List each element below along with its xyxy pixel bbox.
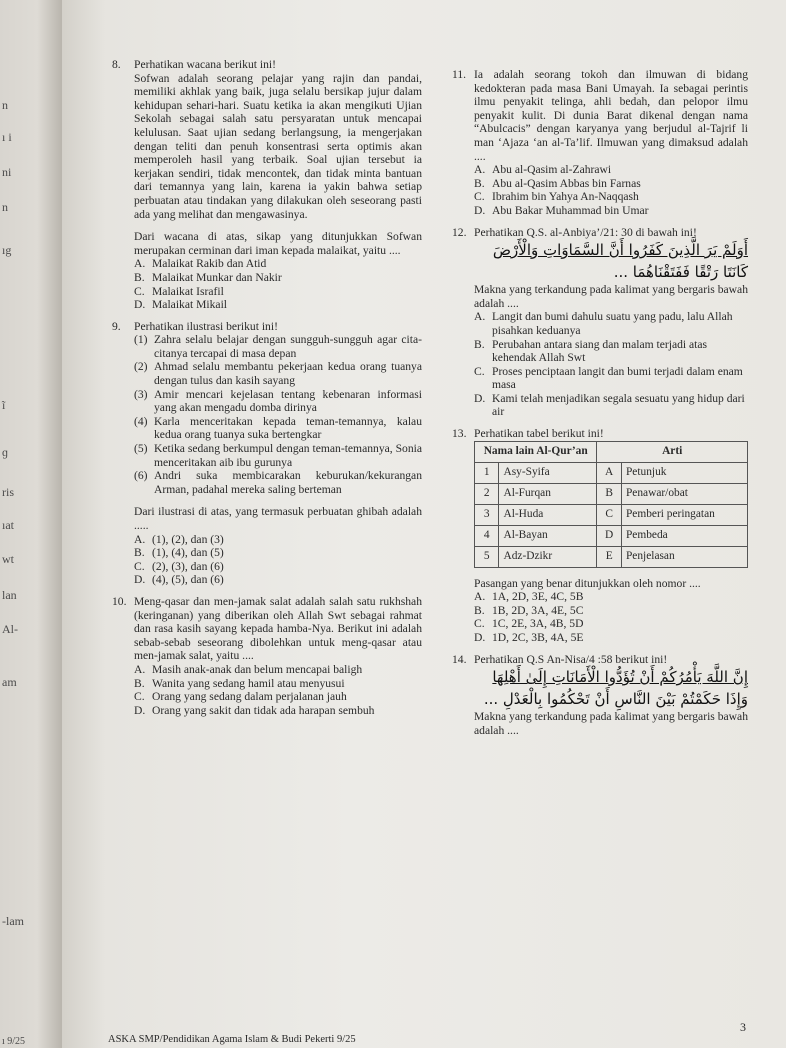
table-header: Arti [597,441,748,462]
question-number: 14. [452,652,467,666]
question-number: 8. [112,58,121,71]
question-11 [452,68,748,218]
option-a[interactable]: A. Langit dan bumi dahulu suatu yang padu, lalu Allah pisahkan keduanya [474,310,733,337]
margin-fragment: ı 9/25 [2,1036,26,1047]
margin-fragment: wt [2,552,14,566]
option-d[interactable]: D. Kami telah menjadikan segala sesuatu yang hidup dari air [474,391,745,419]
option-b[interactable]: B. Abu al-Qasim Abbas bin Farnas [474,176,641,190]
arabic-verse-line-1: إِنَّ اللَّهَ يَأْمُرُكُمْ أَنْ تُؤَدُّوا الْأَمَانَاتِ إِلَىٰ أَهْلِهَا [492,668,748,687]
list-item: (2) Ahmad selalu membantu pekerjaan kedua orang tuanya dengan tulus dan kasih sayang [134,360,422,388]
question-intro: Perhatikan wacana berikut ini! [134,58,276,71]
option-a[interactable]: A. Malaikat Rakib dan Atid [134,257,267,271]
question-number: 9. [112,319,121,333]
question-text: Pasangan yang benar ditunjukkan oleh nomor .... [474,576,701,590]
question-intro: Perhatikan ilustrasi berikut ini! [134,319,278,333]
page-footer: ASKA SMP/Pendidikan Agama Islam & Budi Pekerti 9/25 [108,1034,356,1045]
margin-fragment: lan [2,588,17,602]
table-row: 5 Adz-Dzikr E Penjelasan [475,546,748,567]
table-row: 3 Al-Huda C Pemberi peringatan [475,504,748,525]
option-a[interactable]: A. (1), (2), dan (3) [134,532,224,546]
table-header-row [475,441,748,462]
option-c[interactable]: C. Orang yang sedang dalam perjalanan jauh [134,690,347,704]
question-10 [112,595,422,717]
margin-fragment: ris [2,485,14,499]
question-number: 11. [452,68,467,81]
margin-fragment: ıg [2,243,12,257]
passage: Sofwan adalah seorang pelajar yang rajin dan pandai, memiliki akhlak yang baik, juga selalu bersikap jujur dalam kehidupan sehari-hari. Suatu ketika ia akan mengikuti Ujian Sekolah sebagai salah satu persyaratan untuk mencapai kelulusan. Saat ujian sedang berlangsung, ia mengerjakan dengan teliti dan penuh konsentrasi serta optimis akan memperoleh hasil yang terbaik. Soal ujian tersebut ia kerjakan sendiri, tidak mencontek, dan tidak minta bantuan dari temannya yang lain, karena ia yakin bahwa setiap perbuatan atau tindakan yang dilakukan oleh seseorang pasti ada yang melihat dan mengawasinya. [134,71,422,221]
question-intro: Perhatikan Q.S. al-Anbiya’/21: 30 di bawah ini! [474,225,697,239]
option-c[interactable]: C. 1C, 2E, 3A, 4B, 5D [474,617,584,631]
exam-page [62,0,786,1048]
arabic-verse-line-1: أَوَلَمْ يَرَ الَّذِينَ كَفَرُوا أَنَّ السَّمَاوَاتِ وَالْأَرْضَ [492,241,748,260]
option-c[interactable]: C. Proses penciptaan langit dan bumi terjadi dalam enam masa [474,364,743,392]
option-c[interactable]: C. Ibrahim bin Yahya An-Naqqash [474,190,639,204]
option-d[interactable]: D. (4), (5), dan (6) [134,573,224,587]
table-row: 4 Al-Bayan D Pembeda [475,525,748,546]
question-text: Dari ilustrasi di atas, yang termasuk perbuatan ghibah adalah ..... [134,505,422,532]
margin-fragment: ı i [2,130,12,144]
option-a[interactable]: A. Abu al-Qasim al-Zahrawi [474,163,612,177]
question-9 [112,320,422,587]
table-header: Nama lain Al-Qur’an [475,441,597,462]
option-d[interactable]: D. Abu Bakar Muhammad bin Umar [474,203,649,217]
margin-fragment: am [2,675,17,689]
list-item: (1) Zahra selalu belajar dengan sungguh-sungguh agar cita-citanya tercapai di masa depan [134,333,422,360]
left-column [112,58,422,725]
margin-fragment: n [2,98,8,112]
question-text: Ia adalah seorang tokoh dan ilmuwan di bidang kedokteran pada masa Bani Umayah. Ia sebagai perintis ilmu penyakit telinga, ahli bedah, dan pelopor ilmu penyakit kulit. Di dunia Barat dikenal dengan nama “Abulcacis” dengan karyanya yang berjudul al-Tajrif li man ‘Ajaza ‘an al-Ta’lif. Ilmuwan yang dimaksud adalah .... [474,68,748,163]
question-12 [452,226,748,420]
option-d[interactable]: D. Orang yang sakit dan tidak ada harapan sembuh [134,703,375,717]
option-a[interactable]: A. Masih anak-anak dan belum mencapai baligh [134,662,363,676]
list-item: (5) Ketika sedang berkumpul dengan teman-temannya, Sonia menceritakan aib ibu gurunya [134,442,422,469]
option-d[interactable]: D. 1D, 2C, 3B, 4A, 5E [474,631,584,645]
margin-fragment: -lam [2,914,24,928]
option-b[interactable]: B. (1), (4), dan (5) [134,546,224,560]
right-column [452,68,748,745]
arabic-verse-line-2: وَإِذَا حَكَمْتُمْ بَيْنَ النَّاسِ أَنْ تَحْكُمُوا بِالْعَدْلِ ... [483,690,748,709]
question-number: 13. [452,427,467,441]
option-c[interactable]: C. Malaikat Israfil [134,284,224,298]
option-b[interactable]: B. Wanita yang sedang hamil atau menyusui [134,676,345,690]
margin-fragment: n [2,200,8,214]
margin-fragment: ɡ [2,445,8,459]
quran-names-table [474,441,748,568]
option-b[interactable]: B. Perubahan antara siang dan malam terjadi atas kehendak Allah Swt [474,337,708,365]
margin-fragment: ıat [2,518,14,532]
list-item: (6) Andri suka membicarakan keburukan/kekurangan Arman, padahal mereka saling berteman [134,469,422,496]
margin-fragment: ni [2,165,12,179]
arabic-verse-line-2: كَانَتَا رَتْقًا فَفَتَقْنَاهُمَا ... [613,263,748,282]
question-intro: Perhatikan tabel berikut ini! [474,427,604,441]
question-text: Dari wacana di atas, sikap yang ditunjukkan Sofwan merupakan cerminan dari iman kepada malaikat, yaitu .... [134,230,422,257]
question-text: Makna yang terkandung pada kalimat yang bergaris bawah adalah .... [474,283,748,310]
option-b[interactable]: B. 1B, 2D, 3A, 4E, 5C [474,603,584,617]
list-item: (3) Amir mencari kejelasan tentang kebenaran informasi yang akan mengadu domba dirinya [134,387,422,415]
option-d[interactable]: D. Malaikat Mikail [134,298,228,312]
left-page-edge [0,0,62,1048]
question-8 [112,58,422,312]
question-intro: Perhatikan Q.S An-Nisa/4 :58 berikut ini! [474,652,668,666]
question-14 [452,653,748,738]
margin-fragment: ĩ [2,398,6,412]
question-number: 10. [112,594,127,608]
list-item: (4) Karla menceritakan kepada teman-temannya, kalau kedua orang tuanya suka bertengkar [134,414,422,442]
page-number: 3 [740,1020,746,1034]
question-number: 12. [452,225,467,239]
option-a[interactable]: A. 1A, 2D, 3E, 4C, 5B [474,590,584,604]
table-row: 1 Asy-Syifa A Petunjuk [475,462,748,483]
option-c[interactable]: C. (2), (3), dan (6) [134,559,224,573]
margin-fragment: Al- [2,622,18,636]
table-row: 2 Al-Furqan B Penawar/obat [475,483,748,504]
question-13 [452,427,748,645]
question-text: Meng-qasar dan men-jamak salat adalah salah satu rukhshah (keringanan) yang diberikan oleh Allah Swt sebagai rahmat dan rasa kasih sayang kepada hamba-Nya. Berikut ini adalah sebab-sebab seseorang dibolehkan untuk meng-qasar atau men-jamak salat, yaitu .... [134,594,422,663]
question-text: Makna yang terkandung pada kalimat yang bergaris bawah adalah .... [474,710,748,737]
option-b[interactable]: B. Malaikat Munkar dan Nakir [134,270,282,284]
